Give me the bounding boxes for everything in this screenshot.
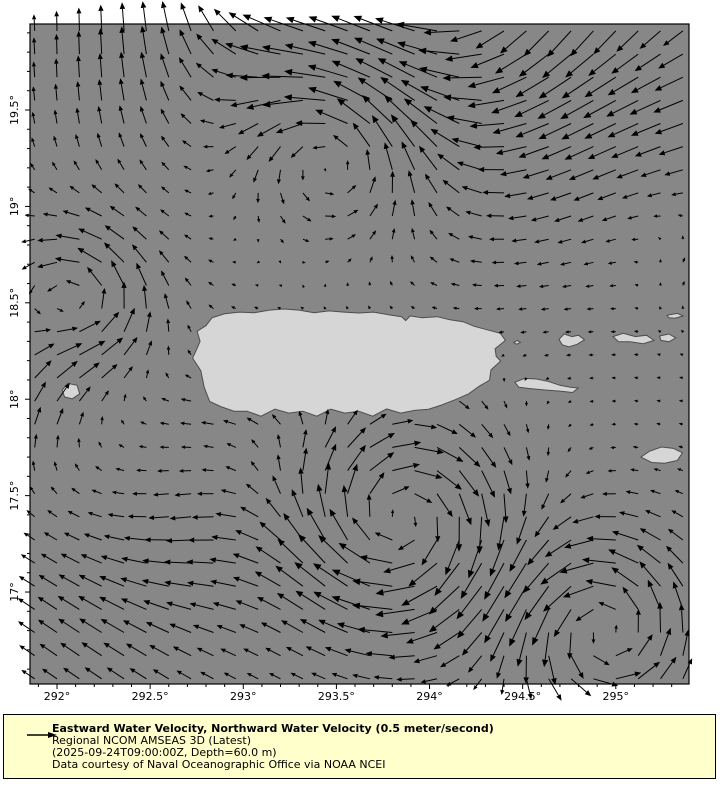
y-tick-label: 19.5°: [8, 94, 21, 125]
legend-box: [3, 714, 716, 779]
x-tick-label: 292.5°: [131, 690, 169, 703]
x-tick-label: 293.5°: [317, 690, 355, 703]
legend-dataset-line: Regional NCOM AMSEAS 3D (Latest): [52, 734, 251, 747]
y-tick-label: 18.5°: [8, 287, 21, 318]
x-tick-label: 292°: [43, 690, 71, 703]
x-tick-label: 293°: [230, 690, 257, 703]
y-tick-label: 19°: [8, 196, 21, 217]
y-tick-label: 17°: [8, 582, 21, 602]
legend-title: Eastward Water Velocity, Northward Water Velocity (0.5 meter/second): [52, 722, 494, 735]
legend-courtesy-line: Data courtesy of Naval Oceanographic Office via NOAA NCEI: [52, 758, 386, 771]
x-tick-label: 295°: [602, 690, 630, 703]
x-tick-label: 294°: [416, 690, 443, 703]
legend-time-depth-line: (2025-09-24T09:00:00Z, Depth=60.0 m): [52, 746, 277, 759]
y-axis: [8, 33, 30, 669]
x-tick-label: 294.5°: [504, 690, 542, 703]
x-axis: [38, 684, 671, 703]
legend-text-block: [52, 723, 494, 771]
y-tick-label: 18°: [8, 389, 21, 409]
y-tick-label: 17.5°: [8, 480, 21, 511]
